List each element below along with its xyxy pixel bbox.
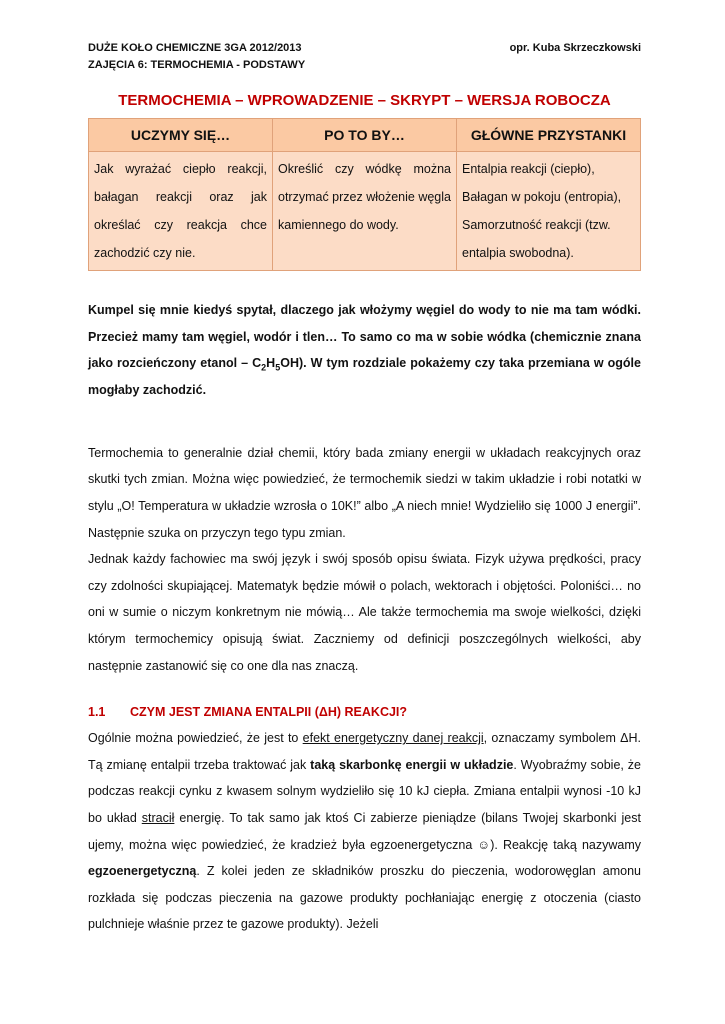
section-number: 1.1 [88,705,106,720]
section-text: Ogólnie można powiedzieć, że jest to [88,731,303,746]
table-cell: Entalpia reakcji (ciepło), Bałagan w pokoju (entropia), Samorzutność reakcji (tzw. entalpia swobodna). [457,152,641,271]
section-text: energię. To tak samo jak ktoś Ci zabierze pieniądze (bilans Twojej skarbonki jest ujemy, można więc powiedzieć, że kradzież była egzoenergetyczna ☺). Reakcję taką nazywamy [88,811,641,852]
section-text: , oznaczamy symbolem ΔH. Tą zmianę entalpii trzeba traktować jak [88,731,642,772]
formula-subscript: 5 [275,362,281,373]
page-header [88,40,641,57]
intro-text: OH). W tym rozdziale pokażemy czy taka przemiana w ogóle mogłaby zachodzić. [88,356,641,397]
document-page [88,40,641,938]
section-title: CZYM JEST ZMIANA ENTALPII (ΔH) REAKCJI? [130,705,408,720]
bold-text: taką skarbonkę energii w układzie [310,757,514,772]
lesson-name: ZAJĘCIA 6: TERMOCHEMIA - PODSTAWY [88,59,306,71]
course-name: DUŻE KOŁO CHEMICZNE 3GA 2012/2013 [88,42,302,54]
intro-text: Kumpel się mnie kiedyś spytał, dlaczego jak włożymy węgiel do wody to nie ma tam wódki. Przecież mamy tam węgiel, wodór i tlen… To samo co ma w sobie wódka (chemicznie znana jako rozcieńczony etanol – C [88,303,641,371]
table-header-cell: UCZYMY SIĘ… [89,119,273,152]
table-header-row [89,119,641,152]
body-paragraph: Jednak każdy fachowiec ma swój język i swój sposób opisu świata. Fizyk używa prędkości, pracy czy zdolności skupiającej. Matematyk będzie mówił o polach, wektorach i objętości. Poloniści… no oni w sumie o niczym konkretnym nie mówią… Ale także termochemia ma swoje wielkości, dzięki którym termochemicy opisują świat. Zaczniemy od definicji poszczególnych wielkości, aby następnie zastanowić się co one dla nas znaczą. [88,552,641,673]
bold-text: egzoenergetyczną [88,864,197,879]
table-header-cell: GŁÓWNE PRZYSTANKI [457,119,641,152]
formula-text: H [266,356,276,371]
section-text: . Wyobraźmy sobie, że podczas reakcji cynku z kwasem solnym wydzieliło się 10 kJ ciepła. Zmiana entalpii wynosi -10 kJ bo układ [88,757,641,825]
lesson-line [88,57,641,74]
underlined-text: stracił [141,811,175,825]
table-cell: Jak wyrażać ciepło reakcji, bałagan reakcji oraz jak określać czy reakcja chce zachodzić czy nie. [89,152,273,271]
formula-subscript: 2 [261,362,267,373]
table-row [89,152,641,271]
section-paragraph [88,725,641,938]
intro-paragraph [88,297,641,403]
document-title: TERMOCHEMIA – WPROWADZENIE – SKRYPT – WERSJA ROBOCZA [118,92,611,109]
overview-table [88,118,641,271]
table-cell: Określić czy wódkę można otrzymać przez włożenie węgla kamiennego do wody. [273,152,457,271]
table-header-cell: PO TO BY… [273,119,457,152]
body-paragraph: Termochemia to generalnie dział chemii, który bada zmiany energii w układach reakcyjnych oraz skutki tych zmian. Można więc powiedzieć, że termochemik siedzi w takim układzie i robi notatki w stylu „O! Temperatura w układzie wzrosła o 10K!” albo „A niech mnie! Wydzieliło się 1000 J energii”. Następnie szuka on przyczyn tego typu zmian. [88,445,641,540]
author-name: opr. Kuba Skrzeczkowski [509,42,641,54]
section-heading [88,699,641,725]
underlined-text: efekt energetyczny danej reakcji [302,731,484,746]
section-text: . Z kolei jeden ze składników proszku do pieczenia, wodorowęglan amonu rozkłada się podczas pieczenia na gazowe produkty pochłaniając energię z otoczenia (ciasto pulchnieje właśnie przez te gazowe produkty). Jeżeli [88,864,641,932]
